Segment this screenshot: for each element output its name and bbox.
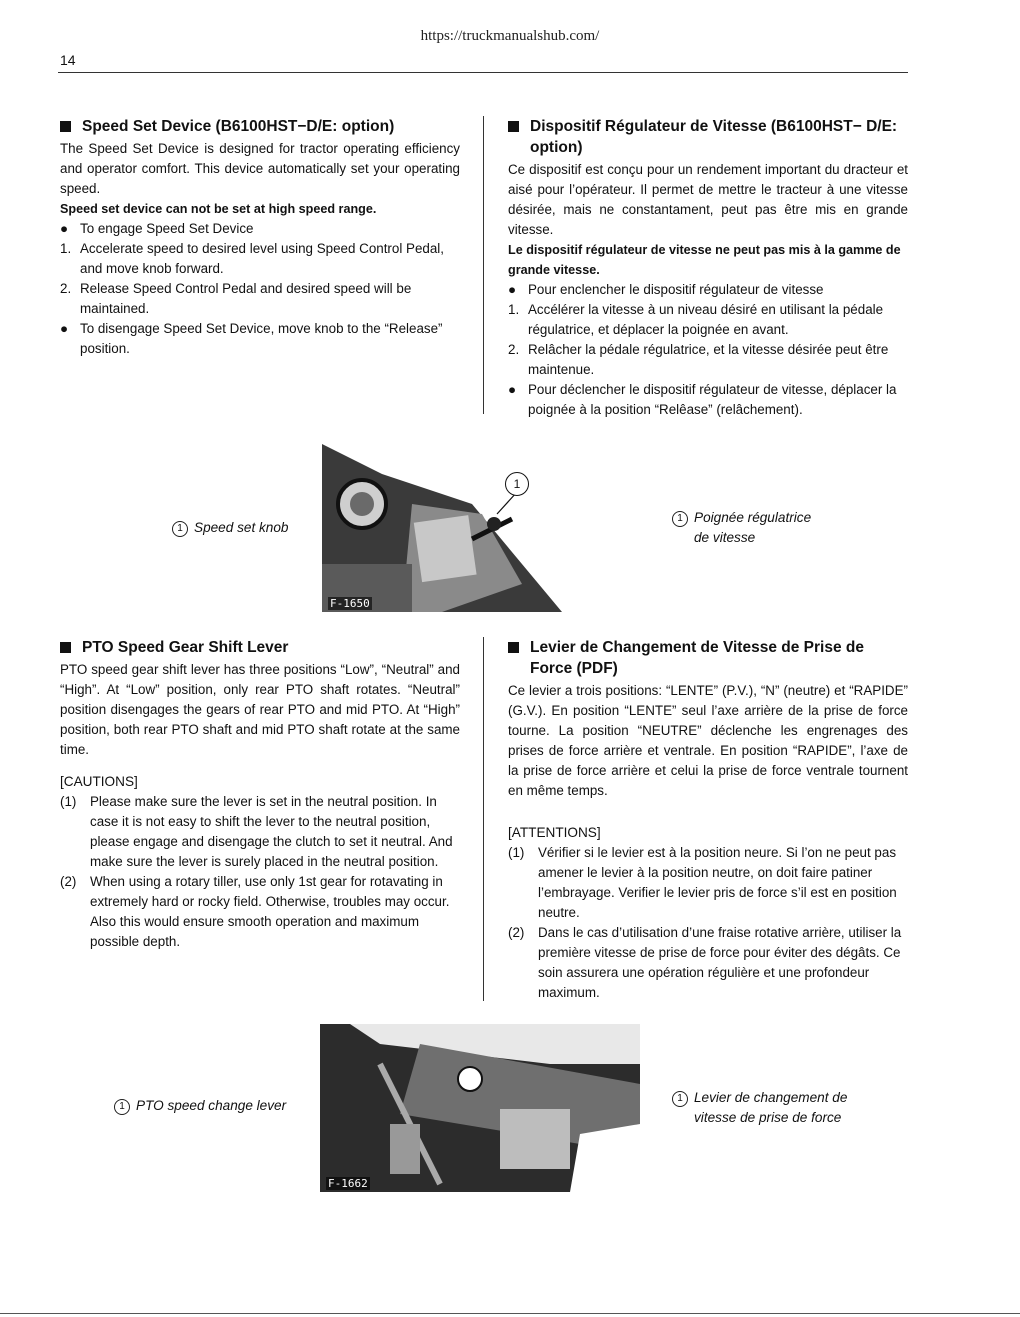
list-item: ● Pour enclencher le dispositif régulateur de vitesse — [508, 282, 824, 297]
section-heading: Dispositif Régulateur de Vitesse (B6100HST− D/E: option) — [508, 116, 908, 158]
section-heading: Levier de Changement de Vitesse de Prise de Force (PDF) — [508, 637, 908, 679]
square-bullet-icon — [60, 121, 71, 132]
pto-en — [60, 637, 460, 952]
intro-paragraph: Ce levier a trois positions: “LENTE” (P.V.), “N” (neutre) et “RAPIDE” (G.V.). En position “LENTE” seul l’axe arrière de la prise de force tourne. La position “NEUTRE” déclenche les engrenages des prises de force arrière et ventrale. En position “RAPIDE”, l’axe de la prise de force arrière et celui la prise de force ventrale tournent en même temps. — [508, 683, 908, 798]
list-item: 2. Relâcher la pédale régulatrice, et la vitesse désirée peut être maintenue. — [508, 342, 889, 377]
pto-lever-photo — [320, 1024, 640, 1192]
list-item: 1. Accelerate speed to desired level using Speed Control Pedal, and move knob forward. — [60, 241, 445, 276]
figure-caption-en: 1 PTO speed change lever — [114, 1096, 286, 1116]
callout-marker: 1 — [672, 1091, 688, 1107]
intro-paragraph: PTO speed gear shift lever has three positions “Low”, “Neutral” and “High”. At “Low” position, only rear PTO shaft rotates. “Neutral” position disengages the gears of rear PTO and mid PTO. At “High” position, both rear PTO shaft and mid PTO shaft rotate at the same time. — [60, 662, 460, 757]
warning-text: Speed set device can not be set at high speed range. — [60, 202, 377, 216]
figure-caption-fr: 1 Levier de changement de vitesse de prise de force — [672, 1088, 847, 1128]
footer-rule — [0, 1313, 1020, 1314]
cautions-title: [ATTENTIONS] — [508, 825, 601, 840]
square-bullet-icon — [508, 642, 519, 653]
callout-marker: 1 — [672, 511, 688, 527]
callout-marker: 1 — [114, 1099, 130, 1115]
callout-marker: 1 — [172, 521, 188, 537]
tractor-photo-illustration — [320, 1024, 640, 1192]
speed-set-knob-photo — [322, 444, 642, 612]
figure-caption-en: 1 Speed set knob — [172, 518, 288, 538]
pto-fr — [508, 637, 908, 1003]
section-heading: Speed Set Device (B6100HST−D/E: option) — [60, 116, 460, 137]
tractor-photo-illustration — [322, 444, 642, 612]
list-item: (2) Dans le cas d’utilisation d’une fraise rotative arrière, utiliser la première vitesse de prise de force pour éviter des dégâts. Ce soin assurera une opération régulière et une profondeur maximum. — [508, 925, 902, 1000]
list-item: 2. Release Speed Control Pedal and desired speed will be maintained. — [60, 281, 412, 316]
square-bullet-icon — [60, 642, 71, 653]
intro-paragraph: Ce dispositif est conçu pour un rendement important du dracteur et aisé pour l’opérateur. Il permet de mettre le tracteur à une vitesse désirée, mais ne constantament, peut pas être mis en grande vitesse. — [508, 162, 908, 237]
figure-caption-fr: 1 Poignée régulatrice de vitesse — [672, 508, 811, 548]
list-item: (1) Please make sure the lever is set in the neutral position. In case it is not easy to shift the lever to the neutral position, please engage and disengage the clutch to set it neutral. And make sure the lever is surely placed in the neutral position. — [60, 794, 453, 869]
column-divider — [483, 116, 484, 414]
cautions-title: [CAUTIONS] — [60, 774, 138, 789]
list-item: ● To engage Speed Set Device — [60, 221, 254, 236]
column-divider — [483, 637, 484, 1001]
source-url: https://truckmanualshub.com/ — [420, 28, 600, 44]
list-item: (2) When using a rotary tiller, use only 1st gear for rotavating in extremely hard or rocky field. Otherwise, troubles may occur. Also this would ensure smooth operation and maximum possible depth. — [60, 874, 450, 949]
list-item: 1. Accélérer la vitesse à un niveau désiré en utilisant la pédale régulatrice, et déplacer la poignée en avant. — [508, 302, 884, 337]
header-rule — [58, 72, 908, 73]
section-heading: PTO Speed Gear Shift Lever — [60, 637, 460, 658]
figure-code: F-1662 — [328, 1177, 368, 1190]
callout-marker: 1 — [505, 472, 529, 496]
figure-code: F-1650 — [330, 597, 370, 610]
warning-text: Le dispositif régulateur de vitesse ne peut pas mis à la gamme de grande vitesse. — [508, 243, 901, 277]
speed-set-en — [60, 116, 460, 359]
list-item: ● Pour déclencher le dispositif régulateur de vitesse, déplacer la poignée à la position “Relêase” (relâchement). — [508, 382, 897, 417]
list-item: ● To disengage Speed Set Device, move knob to the “Release” position. — [60, 321, 443, 356]
intro-paragraph: The Speed Set Device is designed for tractor operating efficiency and operator comfort. This device automatically set your operating speed. — [60, 141, 460, 196]
page-number: 14 — [60, 52, 76, 68]
speed-set-fr — [508, 116, 908, 420]
square-bullet-icon — [508, 121, 519, 132]
list-item: (1) Vérifier si le levier est à la position neure. Si l’on ne peut pas amener le levier à la position neutre, on doit faire patiner l’embrayage. Verifier le levier pris de force s’il est en position neutre. — [508, 845, 897, 920]
